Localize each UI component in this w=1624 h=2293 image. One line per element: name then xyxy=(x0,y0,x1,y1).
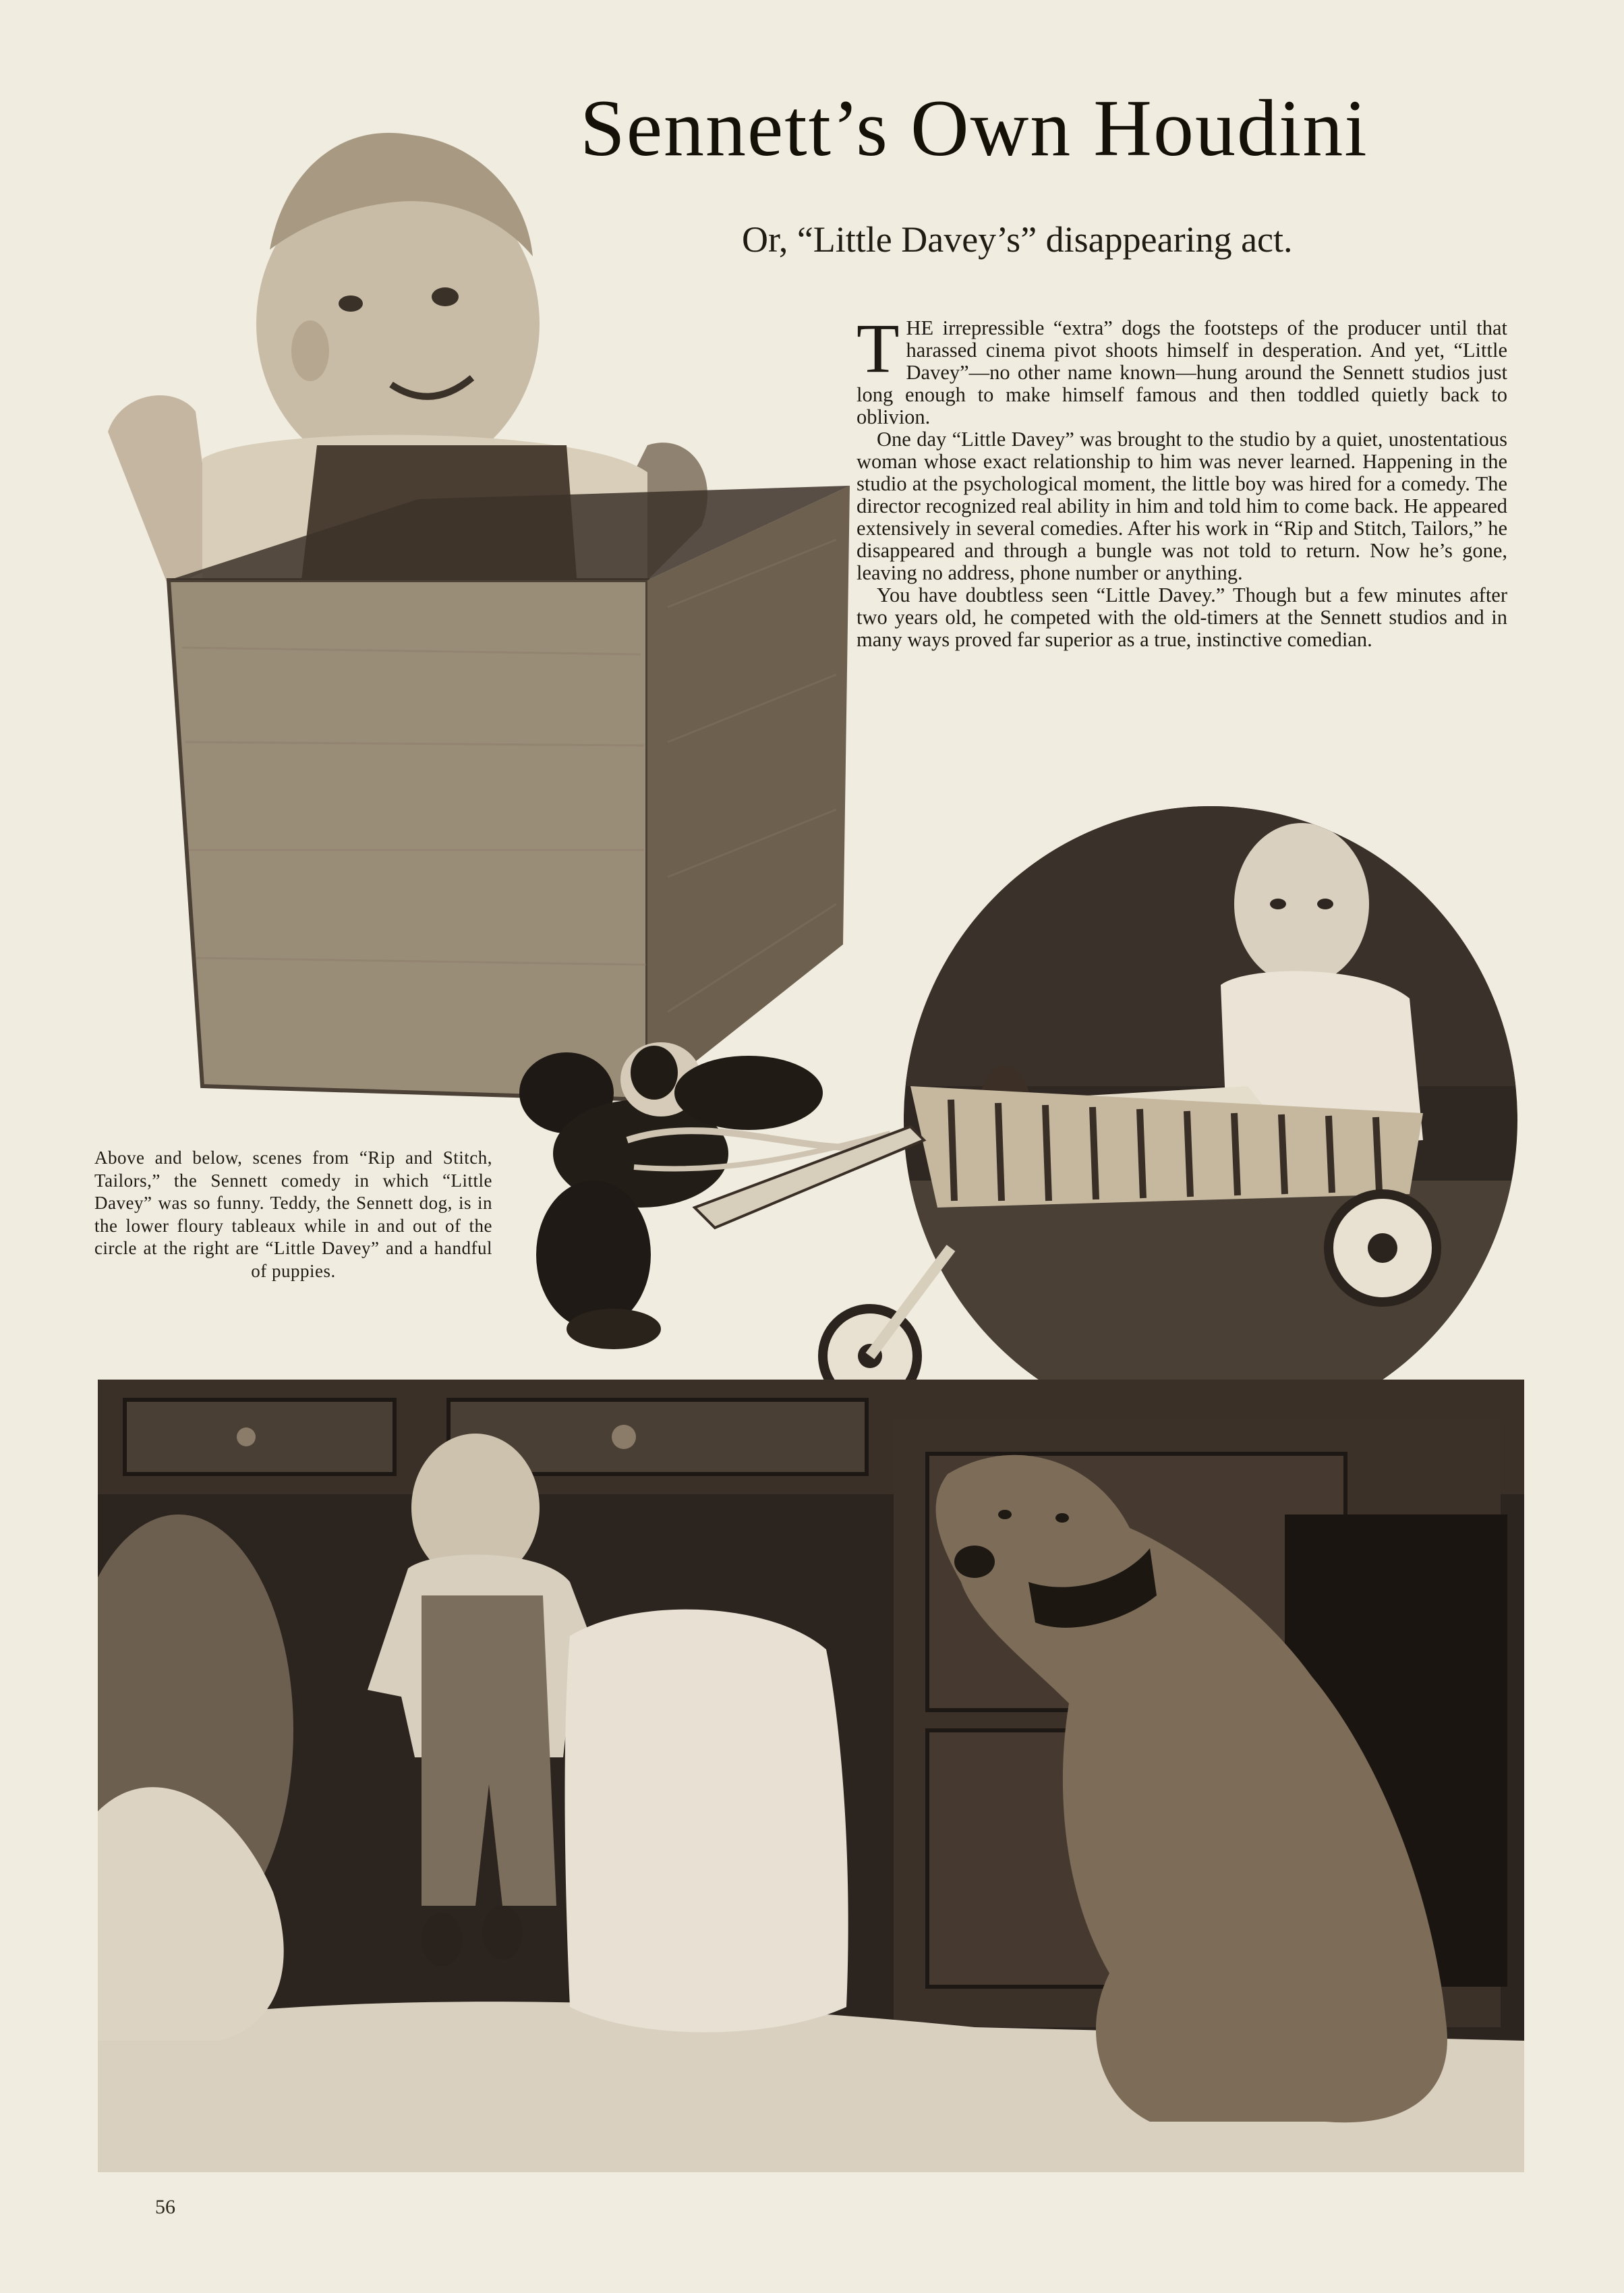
article-title: Sennett’s Own Houdini xyxy=(580,83,1368,173)
drop-cap: T xyxy=(857,310,900,387)
photo-boy-in-wagon-circle xyxy=(897,803,1524,1450)
photo-puppies xyxy=(492,1032,971,1417)
page-number: 56 xyxy=(155,2196,175,2218)
article-body xyxy=(857,310,1507,651)
article-paragraph: One day “Little Davey” was brought to the studio by a quiet, unostentatious woman whose exact relationship to him was never learned. Happening in the studio at the psychological moment, the little boy was hired for a comedy. The director recognized real ability in him and told him to come back. He appeared extensively in several comedies. After his work in “Rip and Stitch, Tailors,” he disappeared and through a bungle was not told to return. Now he’s gone, leaving no address, phone number or anything. xyxy=(857,428,1507,584)
photo-caption: Above and below, scenes from “Rip and Stitch, Tailors,” the Sennett comedy in which “Little Davey” was so funny. Teddy, the Sennett dog, is in the lower floury tableaux while in and out of the circle at the right are “Little Davey” and a handful of puppies. xyxy=(94,1148,492,1281)
article-subtitle: Or, “Little Davey’s” disappearing act. xyxy=(742,219,1293,260)
article-paragraph: THE irrepressible “extra” dogs the footsteps of the producer until that harassed cinema pivot shoots himself in desperation. And yet, “Little Davey”—no other name known—hung around the Sennett studios just long enough to make himself famous and then toddled quietly back to oblivion. xyxy=(857,310,1507,428)
photo-baby-in-box xyxy=(94,94,850,1113)
article-paragraph: You have doubtless seen “Little Davey.” Though but a few minutes after two years old, he competed with the old-timers at the Sennett studios and in many ways proved far superior as a true, instinctive comedian. xyxy=(857,584,1507,651)
photo-boy-flour-sacks-dog xyxy=(98,1380,1524,2172)
